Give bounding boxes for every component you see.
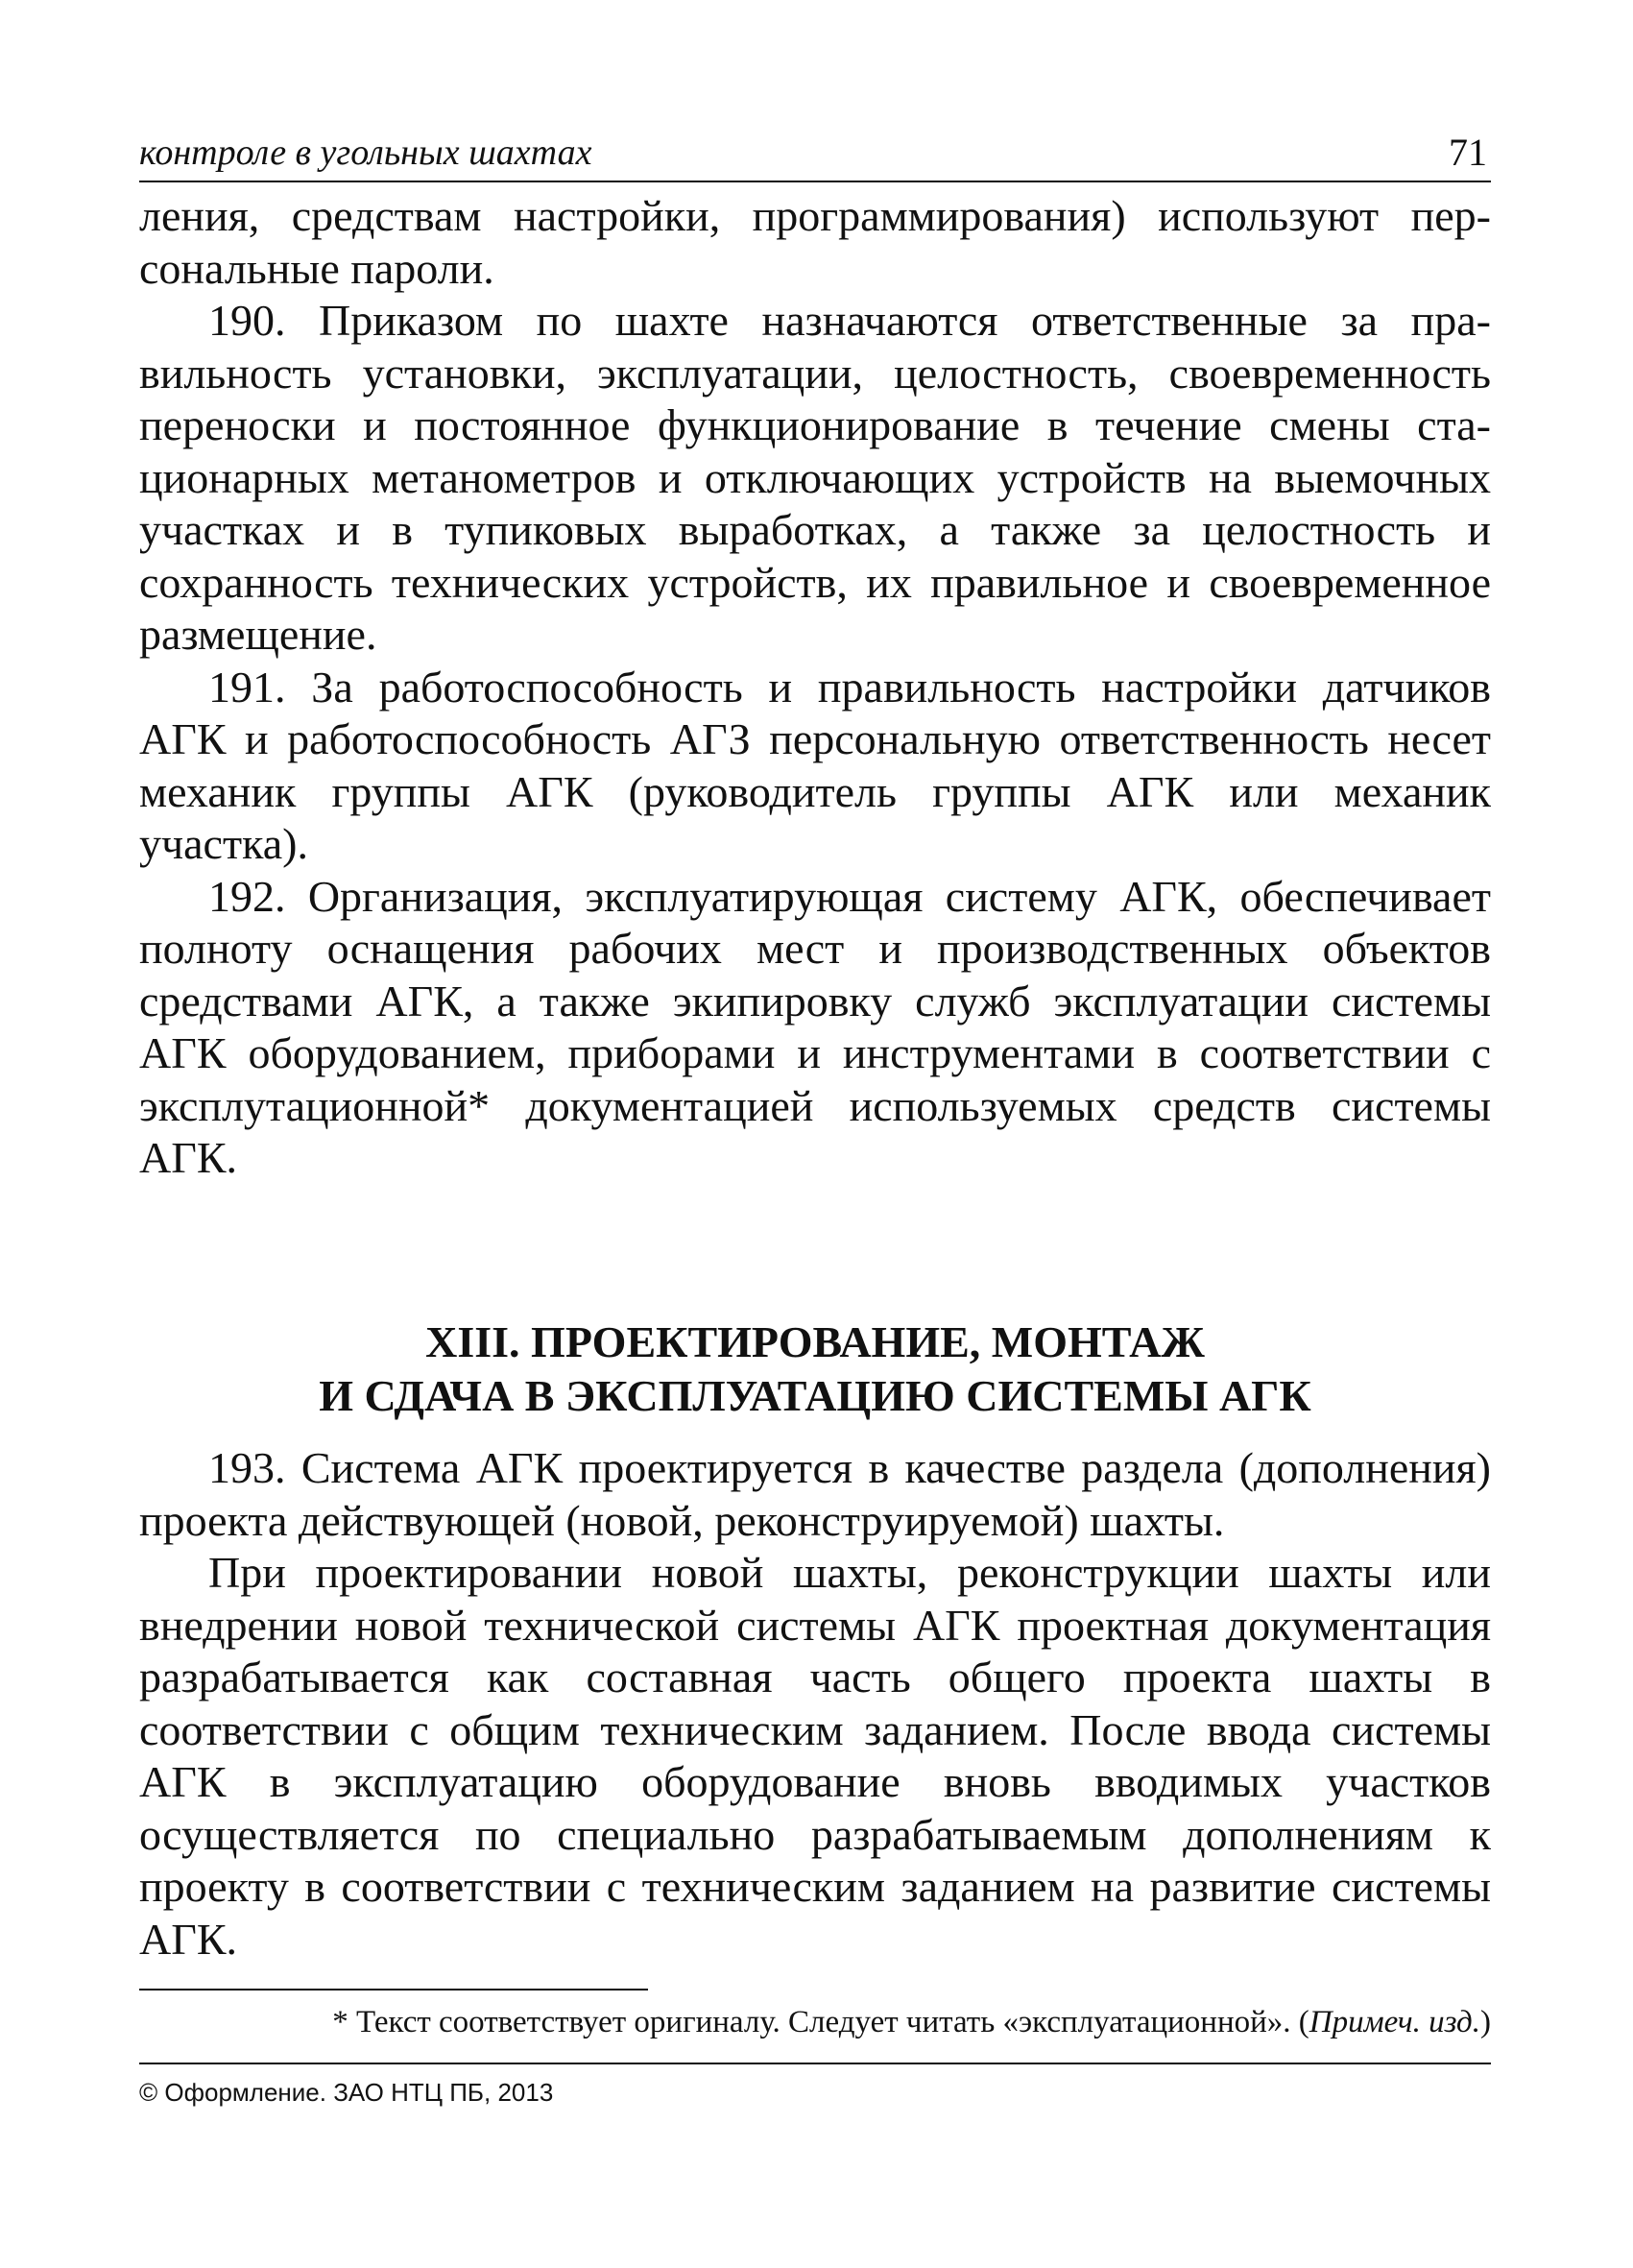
footnote-editor-note: Примеч. изд.	[1309, 2005, 1480, 2039]
footnote-divider	[139, 1989, 648, 1991]
copyright-footer: © Оформление. ЗАО НТЦ ПБ, 2013	[139, 2078, 554, 2107]
paragraph-continuation: ления, средствам настройки, программирования) используют персональные пароли.	[139, 191, 1491, 293]
section-heading-line-2: И СДАЧА В ЭКСПЛУАТАЦИЮ СИСТЕМЫ АГК	[319, 1371, 1311, 1420]
footnote-text: * Текст соответствует оригиналу. Следует читать «эксплуатационной». (	[332, 2005, 1309, 2039]
body-text	[139, 190, 1491, 1185]
page-number: 71	[1449, 131, 1487, 174]
paragraph-design: При проектировании новой шахты, реконструкции шахты или внедрении новой технической системы АГК проектная документация разрабатывается как составная часть общего проекта шахты в соответствии с общим техническим заданием. После ввода системы АГК в эксплуатацию оборудование вновь вводимых участков осуществляется по специально разрабатываемым дополнениям к проекту в соответствии с техническим заданием на развитие системы АГК.	[139, 1548, 1491, 1964]
footnote-close: )	[1480, 2005, 1491, 2039]
section-heading	[139, 1315, 1491, 1423]
section-heading-line-1: XIII. ПРОЕКТИРОВАНИЕ, МОНТАЖ	[425, 1317, 1205, 1366]
footnote	[139, 2001, 1491, 2043]
paragraph-190: 190. Приказом по шахте назначаются ответственные за правильность установки, эксплуатации, целостность, своевременность переноски и постоянное функционирование в течение смены стационарных метанометров и отключающих устройств на выемочных участках и в тупиковых выработках, а также за целостность и сохранность технических устройств, их правильное и своевременное размещение.	[139, 296, 1491, 659]
section-body	[139, 1442, 1491, 1966]
footer-divider	[139, 2063, 1491, 2064]
paragraph-191: 191. За работоспособность и правильность настройки датчиков АГК и работоспособность АГЗ персональную ответственность несет механик группы АГК (руководитель группы АГК или механик участка).	[139, 662, 1491, 868]
running-head	[139, 129, 1491, 182]
document-page	[139, 0, 1491, 2268]
paragraph-192: 192. Организация, эксплуатирующая систему АГК, обеспечивает полноту оснащения рабочих мест и производственных объектов средствами АГК, а также экипировку служб эксплуатации системы АГК оборудованием, приборами и инструментами в соответствии с эксплутационной* документацией используемых средств системы АГК.	[139, 871, 1491, 1182]
paragraph-193: 193. Система АГК проектируется в качестве раздела (дополнения) проекта действующей (новой, реконструируемой) шахты.	[139, 1443, 1491, 1545]
running-title: контроле в угольных шахтах	[139, 133, 592, 173]
